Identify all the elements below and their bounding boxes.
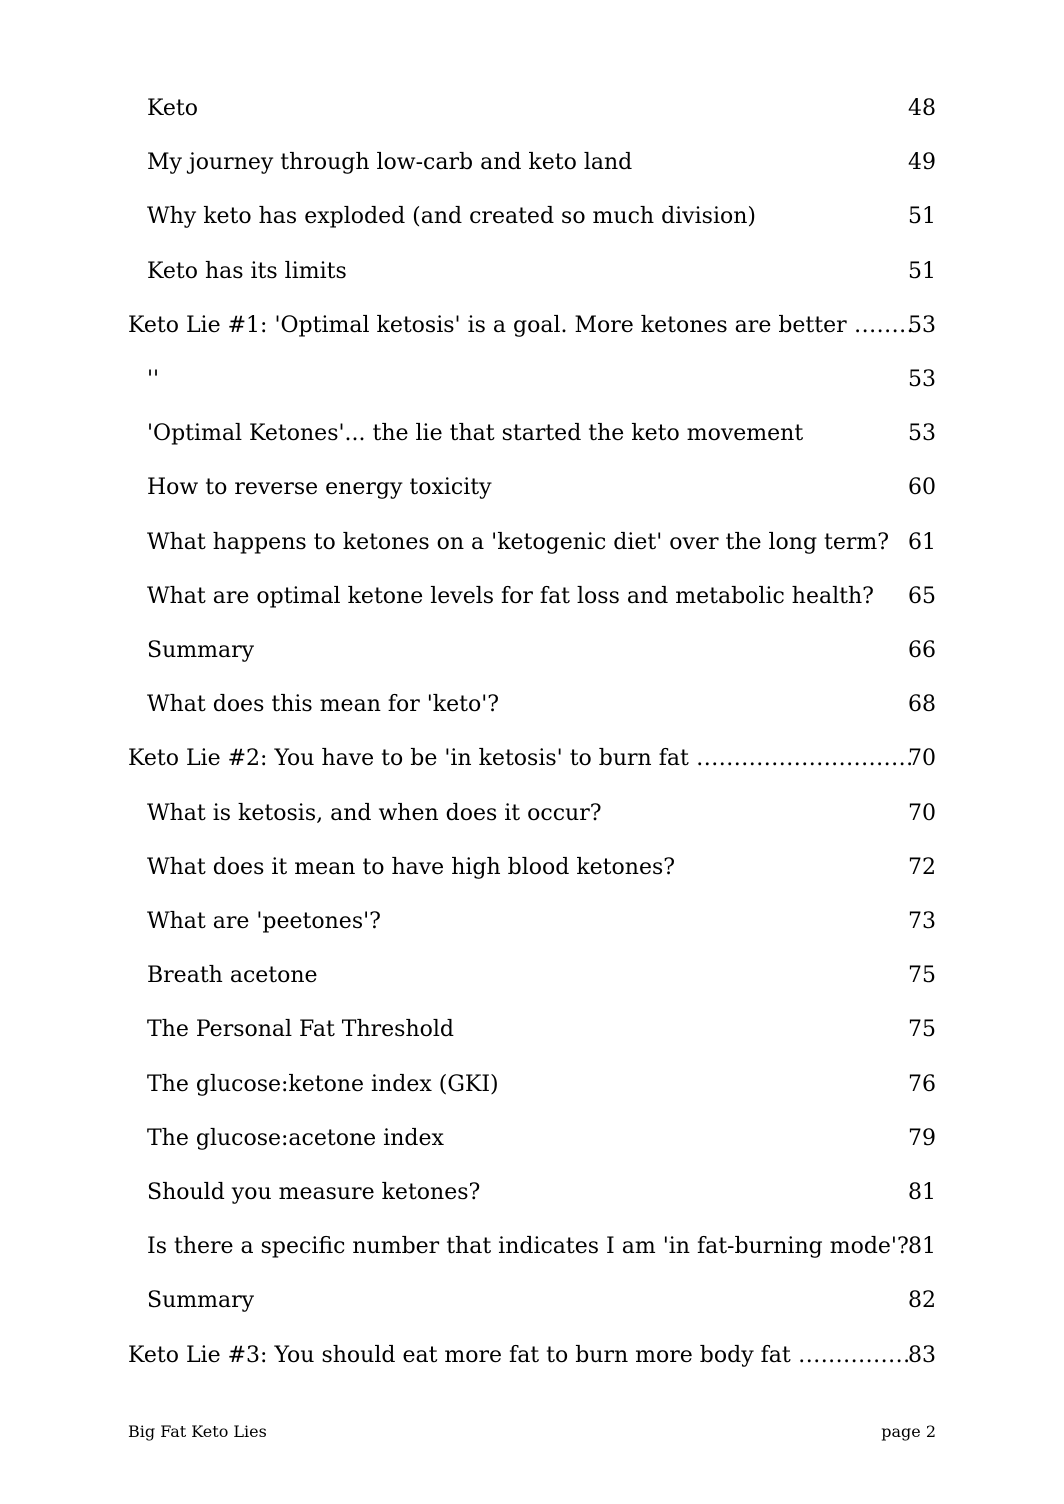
toc-entry-title: What does this mean for 'keto'? (147, 692, 500, 718)
toc-entry-title: Summary (147, 1288, 255, 1314)
toc-entry-title: Keto (147, 96, 198, 121)
footer-page-number: page 2 (881, 1422, 936, 1441)
toc-entry-title: Should you measure ketones? (147, 1180, 481, 1205)
toc-entry-title: Is there a specific number that indicates I am 'in fat-burning mode'? (147, 1234, 909, 1260)
toc-entry-page-number: 70 (908, 746, 936, 772)
toc-entry-title: Summary (147, 638, 255, 663)
toc-chapter-entry[interactable] (0, 306, 1064, 346)
toc-entry-title: Keto Lie #1: 'Optimal ketosis' is a goal. More ketones are better ..... (128, 306, 912, 346)
toc-entry-page-number: 51 (908, 258, 936, 284)
toc-chapter-entry[interactable] (0, 1336, 1064, 1376)
toc-entry-title: How to reverse energy toxicity (147, 475, 492, 501)
toc-entry-page-number: 75 (908, 963, 936, 989)
toc-section-entry[interactable] (0, 794, 1064, 834)
toc-chapter-entry[interactable] (0, 739, 1064, 779)
toc-section-entry[interactable] (0, 1119, 1064, 1159)
toc-section-entry[interactable] (0, 1227, 1064, 1267)
toc-section-entry[interactable] (0, 252, 1064, 292)
toc-section-entry[interactable] (0, 143, 1064, 183)
toc-section-entry[interactable] (0, 577, 1064, 617)
toc-section-entry[interactable] (0, 1281, 1064, 1321)
toc-entry-page-number: 53 (908, 367, 936, 392)
toc-section-entry[interactable] (0, 1010, 1064, 1050)
toc-entry-title: What happens to ketones on a 'ketogenic diet' over the long term? (147, 529, 890, 555)
toc-entry-page-number: 60 (908, 475, 936, 501)
toc-section-entry[interactable] (0, 468, 1064, 508)
toc-entry-page-number: 79 (908, 1125, 936, 1151)
toc-section-entry[interactable] (0, 685, 1064, 725)
toc-entry-page-number: 68 (908, 692, 936, 718)
toc-entry-page-number: 53 (908, 312, 936, 338)
toc-entry-title: The glucose:ketone index (GKI) (147, 1071, 499, 1097)
toc-entry-page-number: 73 (908, 909, 936, 934)
toc-section-entry[interactable] (0, 1065, 1064, 1105)
toc-entry-title: The Personal Fat Threshold (147, 1017, 454, 1043)
toc-entry-title: Keto Lie #2: You have to be 'in ketosis' to burn fat ..... (128, 739, 912, 779)
toc-entry-page-number: 49 (908, 150, 936, 176)
toc-section-entry[interactable] (0, 89, 1064, 129)
toc-entry-title: Why keto has exploded (and created so much division) (147, 204, 756, 230)
toc-entry-title: My journey through low-carb and keto land (147, 150, 633, 176)
page-footer (128, 1420, 936, 1444)
toc-entry-page-number: 81 (908, 1234, 936, 1260)
toc-entry-title: Breath acetone (147, 963, 318, 989)
toc-section-entry[interactable] (0, 1173, 1064, 1213)
toc-entry-title: What are optimal ketone levels for fat loss and metabolic health? (147, 583, 874, 609)
toc-section-entry[interactable] (0, 631, 1064, 671)
toc-entry-title: The glucose:acetone index (147, 1125, 444, 1151)
toc-section-entry[interactable] (0, 848, 1064, 888)
toc-entry-title: '' (147, 367, 160, 392)
toc-entry-page-number: 75 (908, 1017, 936, 1043)
toc-entry-page-number: 65 (908, 583, 936, 609)
toc-entry-page-number: 66 (908, 638, 936, 663)
toc-section-entry[interactable] (0, 902, 1064, 942)
toc-entry-page-number: 61 (908, 529, 936, 555)
footer-book-title: Big Fat Keto Lies (128, 1422, 267, 1441)
toc-section-entry[interactable] (0, 523, 1064, 563)
toc-entry-title: Keto Lie #3: You should eat more fat to burn more body fat ..... (128, 1336, 912, 1376)
toc-entry-page-number: 76 (908, 1071, 936, 1097)
toc-entry-title: What does it mean to have high blood ketones? (147, 854, 676, 880)
toc-entry-title: What are 'peetones'? (147, 909, 381, 934)
toc-entry-page-number: 81 (908, 1180, 936, 1205)
toc-entry-page-number: 82 (908, 1288, 936, 1314)
toc-entry-page-number: 72 (908, 854, 936, 880)
toc-section-entry[interactable] (0, 360, 1064, 400)
toc-entry-title: Keto has its limits (147, 258, 347, 284)
toc-entry-page-number: 48 (908, 96, 936, 121)
toc-entry-page-number: 83 (908, 1342, 936, 1368)
toc-entry-page-number: 51 (908, 204, 936, 230)
toc-section-entry[interactable] (0, 956, 1064, 996)
toc-entry-title: What is ketosis, and when does it occur? (147, 800, 602, 826)
toc-entry-title: 'Optimal Ketones'... the lie that started the keto movement (147, 421, 804, 447)
toc-entry-page-number: 53 (908, 421, 936, 447)
toc-section-entry[interactable] (0, 197, 1064, 237)
toc-section-entry[interactable] (0, 414, 1064, 454)
toc-entry-page-number: 70 (908, 800, 936, 826)
